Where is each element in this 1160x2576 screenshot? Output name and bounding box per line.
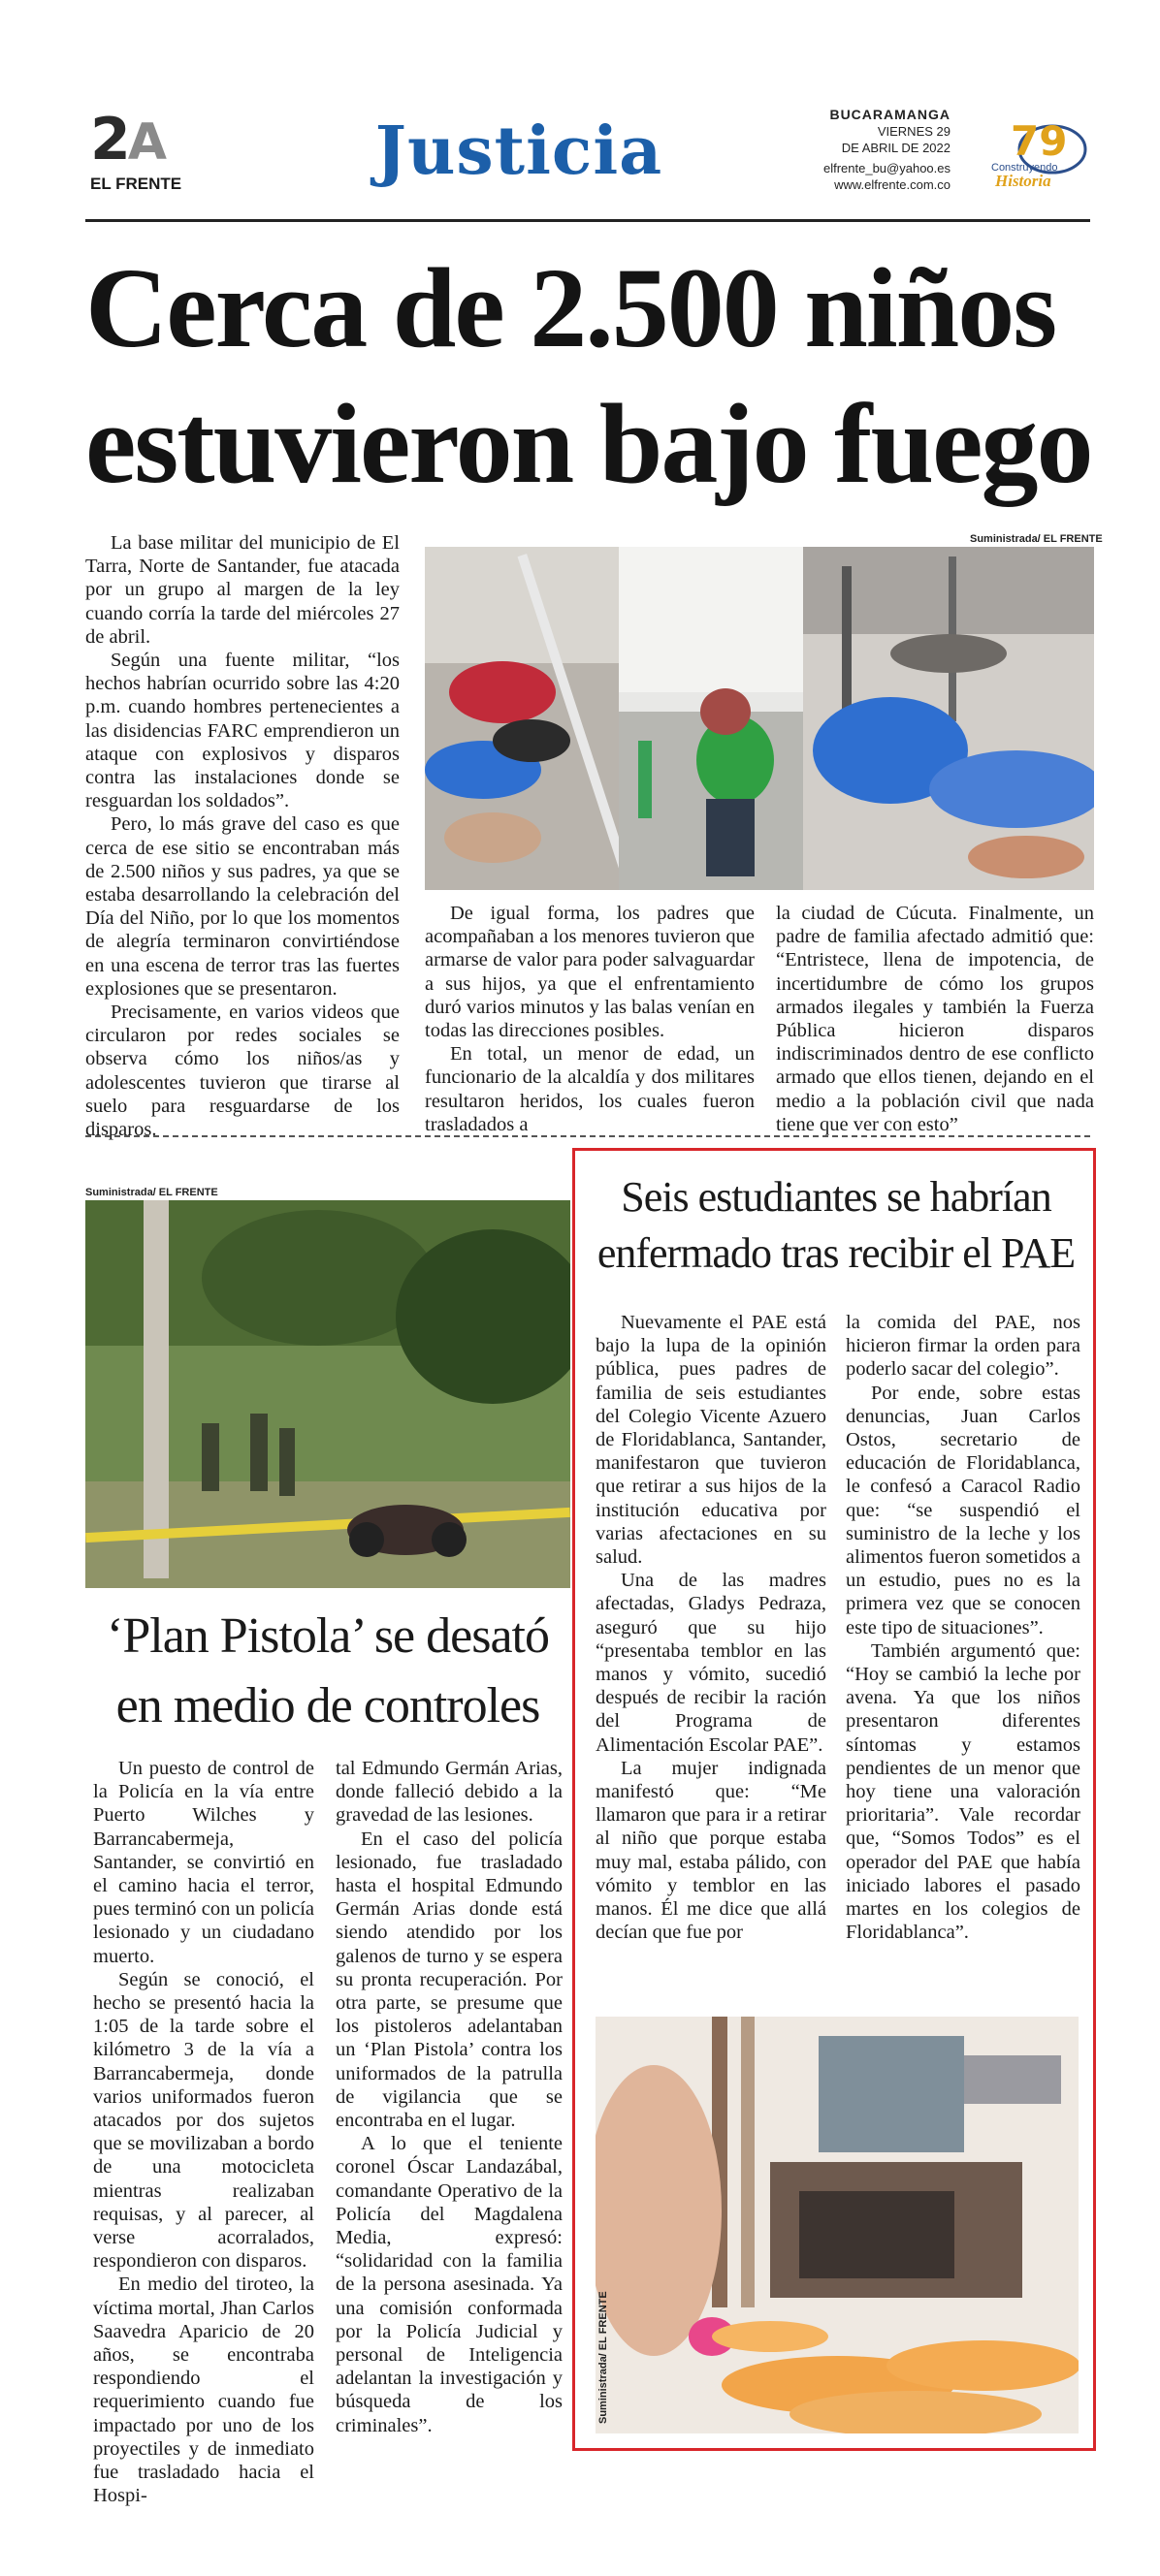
section-divider <box>85 1135 1090 1137</box>
plan-photo <box>85 1200 570 1588</box>
city: BUCARAMANGA <box>829 107 951 122</box>
main-photo-left <box>425 547 619 890</box>
pae-photo <box>596 2017 1079 2433</box>
paper-name: EL FRENTE <box>90 175 182 193</box>
date-line-2: DE ABRIL DE 2022 <box>841 141 951 155</box>
pae-photo-credit: Suministrada/ EL FRENTE <box>597 2291 609 2424</box>
main-column-3: la ciudad de Cúcuta. Finalmente, un padre de familia afectado admitió que: “Entristece, llena de impotencia, de incertidumbre de cómo los grupos armados ilegales y también la Fuerza Pública hicieron disparos indiscriminados dentro de ese conflicto armado que ellos tienen, dejando en el medio a la población civil que nada tiene que ver con esto” <box>776 903 1094 1135</box>
email-link[interactable]: elfrente_bu@yahoo.es <box>822 161 951 175</box>
main-photo-center <box>619 547 803 890</box>
logo-tag-1: Construyendo <box>991 162 1058 174</box>
plan-headline: ‘Plan Pistola’ se desató en medio de controles <box>107 1608 549 1733</box>
main-photo-right <box>803 547 1094 890</box>
logo-tag-2: Historia <box>995 172 1051 190</box>
plan-photo-credit: Suministrada/ EL FRENTE <box>85 1187 218 1198</box>
main-column-2: De igual forma, los padres que acompañaban a los menores tuvieron que armarse de valor para poder salvaguardar a sus hijos, ya que el enfrentamiento duró varios minutos y las balas venían en todas las direcciones posibles. En total, un menor de edad, un funcionario de la alcaldía y dos militares resultaron heridos, los cuales fueron trasladados a <box>425 903 755 1135</box>
header-meta <box>795 107 951 193</box>
pae-column-2: la comida del PAE, nos hicieron firmar la orden para poderlo sacar del colegio”. Por ende, sobre estas denuncias, Juan Carlos Ostos, secretario de educación de Floridablanca, le confesó a Caracol Radio que: “se suspendió el suministro de la leche y los alimentos fueron sometidos a un estudio, pues no es la primera vez que se conocen este tipo de situaciones”. También argumentó que: “Hoy se cambió la leche por avena. Ya que los niños presentaron diferentes síntomas y estamos pendientes de un menor que hoy tiene una valoración prioritaria”. Vale recordar que, “Somos Todos” es el operador del PAE que había iniciado labores el pasado martes en los colegios de Floridablanca”. <box>846 1312 1080 1944</box>
page-number: 2A <box>90 106 167 174</box>
main-headline: Cerca de 2.500 niños estuvieron bajo fuego <box>85 244 1092 507</box>
plan-column-1: Un puesto de control de la Policía en la vía entre Puerto Wilches y Barrancabermeja, Santander, se convirtió en el camino hacia el terror, pues terminó con un policía lesionado y un ciudadano muerto. Según se conoció, el hecho se presentó hacia la 1:05 de la tarde sobre el kilómetro 3 de la vía a Barrancabermeja, donde varios uniformados fueron atacados por dos sujetos que se movilizaban a bordo de una motocicleta mientras realizaban requisas, y al parecer, al verse acorralados, respondieron con disparos. En medio del tiroteo, la víctima mortal, Jhan Carlos Saavedra Aparicio de 20 años, se encontraba respondiendo el requerimiento cuando fue impactado por uno de los proyectiles y de inmediato fue trasladado hacia el Hospi- <box>93 1758 314 2507</box>
main-column-1: La base militar del municipio de El Tarra, Norte de Santander, fue atacada por un grupo al margen de la ley cuando corría la tarde del miércoles 27 de abril. Según una fuente militar, “los hechos habrían ocurrido sobre las 4:20 p.m. cuando hombres pertenecientes a las disidencias FARC emprendieron un ataque con explosivos y disparos contra las instalaciones donde se resguardan los soldados”. Pero, lo más grave del caso es que cerca de ese sitio se encontraban más de 2.500 niños y sus padres, ya que se estaba desarrollando la celebración del Día del Niño, por lo que los momentos de alegría terminaron convirtiéndose en una escena de terror tras las fuertes explosiones que se presentaron. Precisamente, en varios videos que circularon por redes sociales se observa cómo los niños/as y adolescentes tuvieron que tirarse al suelo para resguardarse de los disparos. <box>85 532 400 1141</box>
header-rule <box>85 219 1090 222</box>
website-link[interactable]: www.elfrente.com.co <box>834 177 951 192</box>
logo-number: 79 <box>1011 117 1068 165</box>
plan-column-2: tal Edmundo Germán Arias, donde falleció debido a la gravedad de las lesiones. En el caso del policía lesionado, fue trasladado hasta el hospital Edmundo Germán Arias donde está siendo atendido por los galenos de turno y se espera su pronta recuperación. Por otra parte, se presume que los pistoleros adelantaban un ‘Plan Pistola’ contra los uniformados de la patrulla de vigilancia que se encontraba en el lugar. A lo que el teniente coronel Óscar Landazábal, comandante Operativo de la Policía del Magdalena Media, expresó: “solidaridad con la familia de la persona asesinada. Ya una comisión conformada por la Policía Judicial y personal de Inteligencia adelantan la investigación y búsqueda de los criminales”. <box>336 1758 563 2436</box>
pae-headline: Seis estudiantes se habrían enfermado tras recibir el PAE <box>596 1173 1076 1277</box>
section-title: Justicia <box>374 112 663 190</box>
anniversary-logo <box>960 114 1096 192</box>
date-line-1: VIERNES 29 <box>877 124 951 139</box>
main-photo-credit: Suministrada/ EL FRENTE <box>970 533 1103 545</box>
pae-column-1: Nuevamente el PAE está bajo la lupa de la opinión pública, pues padres de familia de seis estudiantes del Colegio Vicente Azuero de Floridablanca, Santander, manifestaron que tuvieron que retirar a sus hijos de la institución educativa por varias afectaciones en su salud. Una de las madres afectadas, Gladys Pedraza, aseguró que su hijo “presentaba temblor en las manos y vómito, sucedió después de recibir la ración del Programa de Alimentación Escolar PAE”. La mujer indignada manifestó que: “Me llamaron que para ir a retirar al niño que porque estaba muy mal, estaba pálido, con vómito y temblor en las manos. Él me dice que allá decían que fue por <box>596 1312 826 1944</box>
